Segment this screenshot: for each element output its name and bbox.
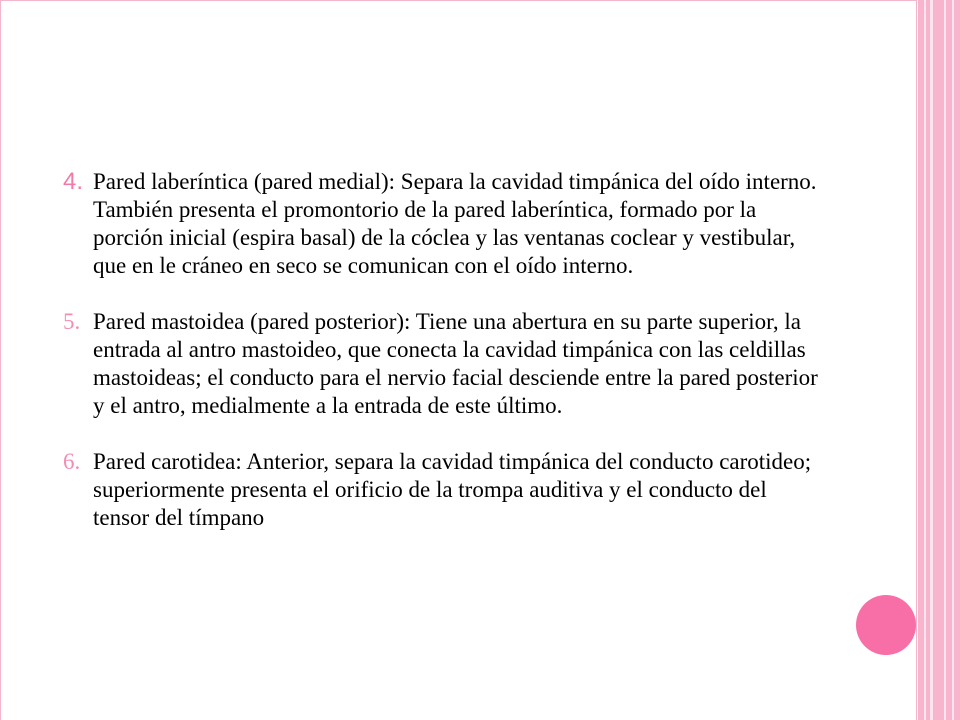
list-item-text: Pared mastoidea (pared posterior): Tiene una abertura en su parte superior, la entrada al antro mastoideo, que conecta la cavidad timpánica con las celdillas mastoideas; el conducto para el nervio facial desciende entre la pared posterior y el antro, medialmente a la entrada de este último. [93, 309, 818, 418]
stripe-line [944, 0, 946, 720]
list-item [63, 448, 823, 532]
list-item-text: Pared carotidea: Anterior, separa la cavidad timpánica del conducto carotideo; superiormente presenta el orificio de la trompa auditiva y el conducto del tensor del tímpano [93, 449, 812, 530]
stripe-line [924, 0, 926, 720]
decorative-stripes [918, 0, 960, 720]
list-item-text: Pared laberíntica (pared medial): Separa la cavidad timpánica del oído interno. También presenta el promontorio de la pared laberíntica, formado por la porción inicial (espira basal) de la cóclea y las ventanas coclear y vestibular, que en le cráneo en seco se comunican con el oído interno. [93, 169, 817, 278]
list-item-number: 5. [63, 309, 81, 334]
list-item-number: 4. [63, 168, 84, 195]
slide-body [63, 168, 823, 560]
stripe-line [930, 0, 933, 720]
list-item-number: 6. [63, 449, 81, 474]
stripe-line [952, 0, 954, 720]
list-item [63, 308, 823, 420]
decorative-pink-circle [856, 595, 916, 655]
list-item [63, 168, 823, 280]
